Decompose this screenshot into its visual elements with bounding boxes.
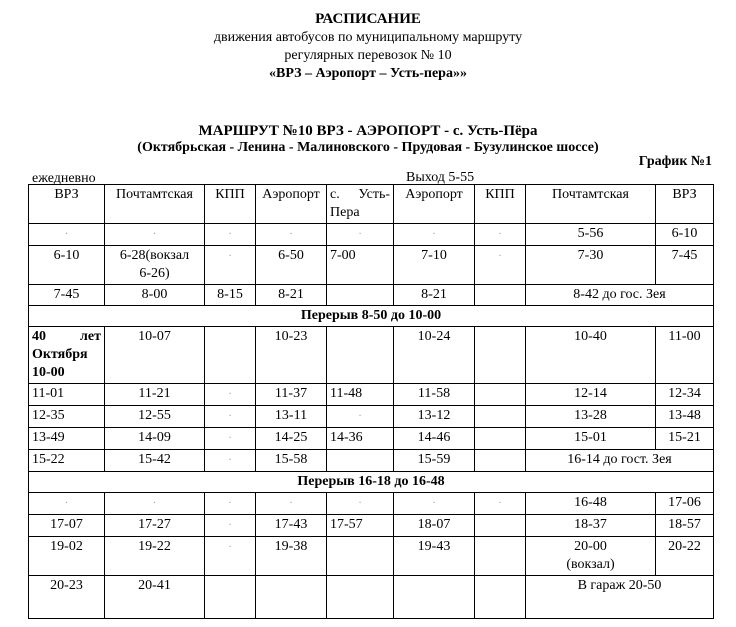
empty-cell — [256, 576, 327, 619]
time-cell: 10-23 — [256, 327, 327, 384]
time-cell: 20-23 — [29, 576, 105, 619]
col-header-vrz: ВРЗ — [29, 185, 105, 224]
time-cell: 14-25 — [256, 428, 327, 450]
time-cell: 15-22 — [29, 450, 105, 472]
schedule-table — [28, 184, 714, 619]
time-cell: 7-30 — [526, 246, 656, 285]
exit-time: Выход 5-55 — [406, 170, 475, 185]
time-cell-line2: (вокзал) — [566, 557, 615, 572]
header-row — [29, 185, 714, 224]
table-row — [29, 537, 714, 576]
time-cell: 15-21 — [656, 428, 714, 450]
time-cell: 12-35 — [29, 406, 105, 428]
time-cell — [105, 246, 205, 285]
time-cell: 15-42 — [105, 450, 205, 472]
time-cell: 17-43 — [256, 515, 327, 537]
col-header-kpp: КПП — [205, 185, 256, 224]
empty-cell: · — [105, 224, 205, 246]
stop-label-part2: лет — [80, 329, 101, 344]
empty-cell: · — [205, 515, 256, 537]
subtitle-line-2: регулярных перевозок № 10 — [284, 48, 452, 63]
table-row — [29, 224, 714, 246]
break-label: Перерыв 8-50 до 10-00 — [29, 306, 714, 327]
empty-cell: · — [205, 406, 256, 428]
graph-number: График №1 — [638, 154, 712, 169]
time-cell: 20-22 — [656, 537, 714, 576]
empty-cell — [475, 406, 526, 428]
time-cell: 17-07 — [29, 515, 105, 537]
col-header-ust-pera-part2: Усть- — [358, 187, 390, 202]
time-cell: 8-21 — [256, 285, 327, 306]
empty-cell: · — [256, 493, 327, 515]
time-cell: 8-00 — [105, 285, 205, 306]
break-row — [29, 306, 714, 327]
empty-cell: · — [205, 493, 256, 515]
time-cell: 11-48 — [327, 384, 394, 406]
time-cell: 18-37 — [526, 515, 656, 537]
time-cell: 11-58 — [394, 384, 475, 406]
time-cell: 7-45 — [656, 246, 714, 285]
time-cell-line1: 20-00 — [574, 539, 607, 554]
empty-cell: · — [105, 493, 205, 515]
empty-cell — [475, 450, 526, 472]
time-cell: 17-27 — [105, 515, 205, 537]
time-cell: 14-09 — [105, 428, 205, 450]
empty-cell — [394, 576, 475, 619]
table-row — [29, 493, 714, 515]
empty-cell: · — [327, 406, 394, 428]
time-cell: 11-37 — [256, 384, 327, 406]
col-header-vrz-return: ВРЗ — [656, 185, 714, 224]
col-header-ust-pera-part1: с. — [330, 187, 340, 202]
time-cell: 13-12 — [394, 406, 475, 428]
route-quote: «ВРЗ – Аэропорт – Усть-пера»» — [269, 66, 467, 81]
time-cell: 19-38 — [256, 537, 327, 576]
col-header-pochtamtskaya-return: Почтамтская — [526, 185, 656, 224]
time-cell-line1: 6-28(вокзал — [119, 248, 190, 263]
col-header-pochtamtskaya: Почтамтская — [105, 185, 205, 224]
time-cell: 6-10 — [656, 224, 714, 246]
empty-cell — [205, 327, 256, 384]
stop-label-time: 10-00 — [32, 365, 65, 380]
time-cell: 12-34 — [656, 384, 714, 406]
time-cell-line2: 6-26) — [139, 266, 170, 281]
empty-cell: · — [205, 224, 256, 246]
table-row — [29, 327, 714, 384]
route-streets: (Октябрьская - Ленина - Малиновского - Прудовая - Бузулинское шоссе) — [137, 140, 599, 155]
empty-cell: · — [475, 224, 526, 246]
time-cell: 12-55 — [105, 406, 205, 428]
daily-label: ежедневно — [32, 171, 96, 186]
empty-cell — [327, 450, 394, 472]
break-row — [29, 472, 714, 493]
empty-cell: · — [327, 224, 394, 246]
time-cell: 18-07 — [394, 515, 475, 537]
table-row — [29, 428, 714, 450]
break-label: Перерыв 16-18 до 16-48 — [29, 472, 714, 493]
time-cell: 18-57 — [656, 515, 714, 537]
table-row — [29, 384, 714, 406]
time-cell: 10-24 — [394, 327, 475, 384]
time-cell: 11-00 — [656, 327, 714, 384]
col-header-kpp-return: КПП — [475, 185, 526, 224]
empty-cell — [327, 285, 394, 306]
table-row — [29, 246, 714, 285]
time-cell: 13-28 — [526, 406, 656, 428]
time-cell: 15-01 — [526, 428, 656, 450]
col-header-ust-pera-part3: Пера — [330, 205, 360, 220]
time-cell — [526, 537, 656, 576]
time-cell: 8-21 — [394, 285, 475, 306]
table-row — [29, 450, 714, 472]
time-cell: 7-10 — [394, 246, 475, 285]
stop-label-part3: Октября — [32, 347, 88, 362]
empty-cell — [475, 428, 526, 450]
time-cell: 13-49 — [29, 428, 105, 450]
note-cell: 8-42 до гос. Зея — [526, 285, 714, 306]
empty-cell: · — [205, 384, 256, 406]
note-cell: В гараж 20-50 — [526, 576, 714, 619]
route-heading: МАРШРУТ №10 ВРЗ - АЭРОПОРТ - с. Усть-Пёра — [198, 123, 538, 139]
time-cell: 16-48 — [526, 493, 656, 515]
time-cell: 19-22 — [105, 537, 205, 576]
col-header-ust-pera — [327, 185, 394, 224]
empty-cell: · — [29, 224, 105, 246]
time-cell: 17-06 — [656, 493, 714, 515]
table-row — [29, 576, 714, 619]
empty-cell: · — [205, 246, 256, 285]
table-row — [29, 515, 714, 537]
time-cell: 15-58 — [256, 450, 327, 472]
col-header-airport: Аэропорт — [256, 185, 327, 224]
empty-cell — [205, 576, 256, 619]
empty-cell: · — [256, 224, 327, 246]
time-cell: 19-02 — [29, 537, 105, 576]
subtitle-line-1: движения автобусов по муниципальному маршруту — [213, 30, 523, 45]
empty-cell: · — [394, 224, 475, 246]
time-cell: 17-57 — [327, 515, 394, 537]
time-cell: 11-01 — [29, 384, 105, 406]
empty-cell: · — [205, 428, 256, 450]
time-cell: 13-48 — [656, 406, 714, 428]
time-cell: 6-50 — [256, 246, 327, 285]
time-cell: 15-59 — [394, 450, 475, 472]
empty-cell — [475, 576, 526, 619]
note-cell: 16-14 до гост. Зея — [526, 450, 714, 472]
empty-cell: · — [205, 537, 256, 576]
empty-cell — [475, 327, 526, 384]
document-title: РАСПИСАНИЕ — [315, 11, 421, 27]
empty-cell — [475, 384, 526, 406]
stop-label-part1: 40 — [32, 329, 46, 344]
empty-cell: · — [475, 246, 526, 285]
empty-cell: · — [394, 493, 475, 515]
time-cell: 12-14 — [526, 384, 656, 406]
stop-label-cell — [29, 327, 105, 384]
time-cell: 14-46 — [394, 428, 475, 450]
time-cell: 10-40 — [526, 327, 656, 384]
time-cell: 6-10 — [29, 246, 105, 285]
empty-cell: · — [205, 450, 256, 472]
empty-cell — [475, 515, 526, 537]
empty-cell: · — [29, 493, 105, 515]
empty-cell — [475, 537, 526, 576]
col-header-airport-return: Аэропорт — [394, 185, 475, 224]
time-cell: 10-07 — [105, 327, 205, 384]
time-cell: 19-43 — [394, 537, 475, 576]
time-cell: 20-41 — [105, 576, 205, 619]
table-row — [29, 285, 714, 306]
time-cell: 13-11 — [256, 406, 327, 428]
empty-cell — [475, 285, 526, 306]
empty-cell — [327, 537, 394, 576]
time-cell: 11-21 — [105, 384, 205, 406]
empty-cell — [327, 327, 394, 384]
time-cell: 7-45 — [29, 285, 105, 306]
empty-cell: · — [475, 493, 526, 515]
table-row — [29, 406, 714, 428]
time-cell: 8-15 — [205, 285, 256, 306]
time-cell: 7-00 — [327, 246, 394, 285]
time-cell: 5-56 — [526, 224, 656, 246]
time-cell: 14-36 — [327, 428, 394, 450]
empty-cell — [327, 576, 394, 619]
empty-cell: · — [327, 493, 394, 515]
